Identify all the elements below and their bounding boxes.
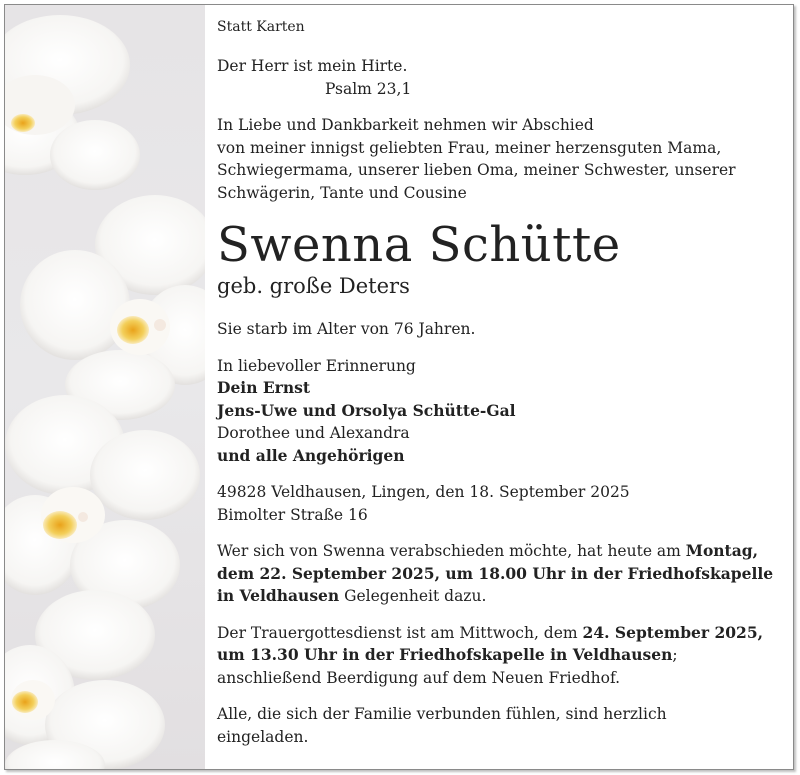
mourners-list bbox=[217, 355, 757, 468]
orchid-flower bbox=[5, 15, 140, 190]
place-date-line: 49828 Veldhausen, Lingen, den 18. September 2025 bbox=[217, 483, 630, 501]
farewell-intro bbox=[217, 114, 757, 204]
statt-karten-label: Statt Karten bbox=[217, 19, 305, 35]
verse-text: Der Herr ist mein Hirte. bbox=[217, 57, 408, 75]
intro-line: von meiner innigst geliebten Frau, meiner herzensguten Mama, bbox=[217, 138, 722, 157]
service-text: Der Trauergottesdienst ist am Mittwoch, dem bbox=[217, 623, 583, 642]
farewell-text-end: Gelegenheit dazu. bbox=[339, 587, 487, 605]
burial-info: anschließend Beerdigung auf dem Neuen Friedhof. bbox=[217, 668, 621, 687]
intro-line: Schwiegermama, unserer lieben Oma, meiner Schwester, unserer bbox=[217, 161, 736, 179]
mourner-grandchildren: Dorothee und Alexandra bbox=[217, 424, 410, 442]
verse-reference: Psalm 23,1 bbox=[325, 79, 412, 98]
address-line: Bimolter Straße 16 bbox=[217, 505, 368, 524]
farewell-day: Montag, bbox=[685, 541, 758, 560]
closing-invitation: Alle, die sich der Familie verbunden fühlen, sind herzlich eingeladen. bbox=[217, 705, 667, 746]
orchid-image-panel bbox=[5, 5, 205, 769]
mourner-husband: Dein Ernst bbox=[217, 378, 310, 397]
service-time-location: um 13.30 Uhr in der Friedhofskapelle in Veldhausen bbox=[217, 645, 673, 664]
farewell-location: in Veldhausen bbox=[217, 586, 340, 605]
intro-line: In Liebe und Dankbarkeit nehmen wir Abschied bbox=[217, 116, 594, 134]
service-date: 24. September 2025, bbox=[582, 622, 764, 642]
age-statement: Sie starb im Alter von 76 Jahren. bbox=[217, 320, 476, 338]
farewell-text: Wer sich von Swenna verabschieden möchte, hat heute am bbox=[217, 542, 686, 560]
place-and-date bbox=[217, 481, 757, 526]
service-semicolon: ; bbox=[672, 646, 678, 664]
farewell-datetime: dem 22. September 2025, um 18.00 Uhr in der Friedhofskapelle bbox=[217, 563, 774, 583]
orchid-flower bbox=[20, 195, 205, 420]
orchid-flower bbox=[5, 395, 200, 610]
farewell-notice bbox=[217, 540, 774, 608]
mourner-relatives: und alle Angehörigen bbox=[217, 445, 405, 465]
orchid-flower bbox=[5, 590, 165, 769]
mourner-family: Jens-Uwe und Orsolya Schütte-Gal bbox=[217, 400, 516, 420]
intro-line: Schwägerin, Tante und Cousine bbox=[217, 183, 467, 202]
obituary-text bbox=[217, 17, 774, 748]
orchid-flowers-image bbox=[5, 5, 205, 769]
deceased-name: Swenna Schütte bbox=[217, 217, 621, 273]
mourners-intro: In liebevoller Erinnerung bbox=[217, 356, 416, 375]
obituary-notice bbox=[4, 4, 794, 770]
maiden-name: geb. große Deters bbox=[217, 274, 410, 298]
bible-verse bbox=[217, 55, 757, 100]
funeral-service-notice bbox=[217, 622, 764, 690]
